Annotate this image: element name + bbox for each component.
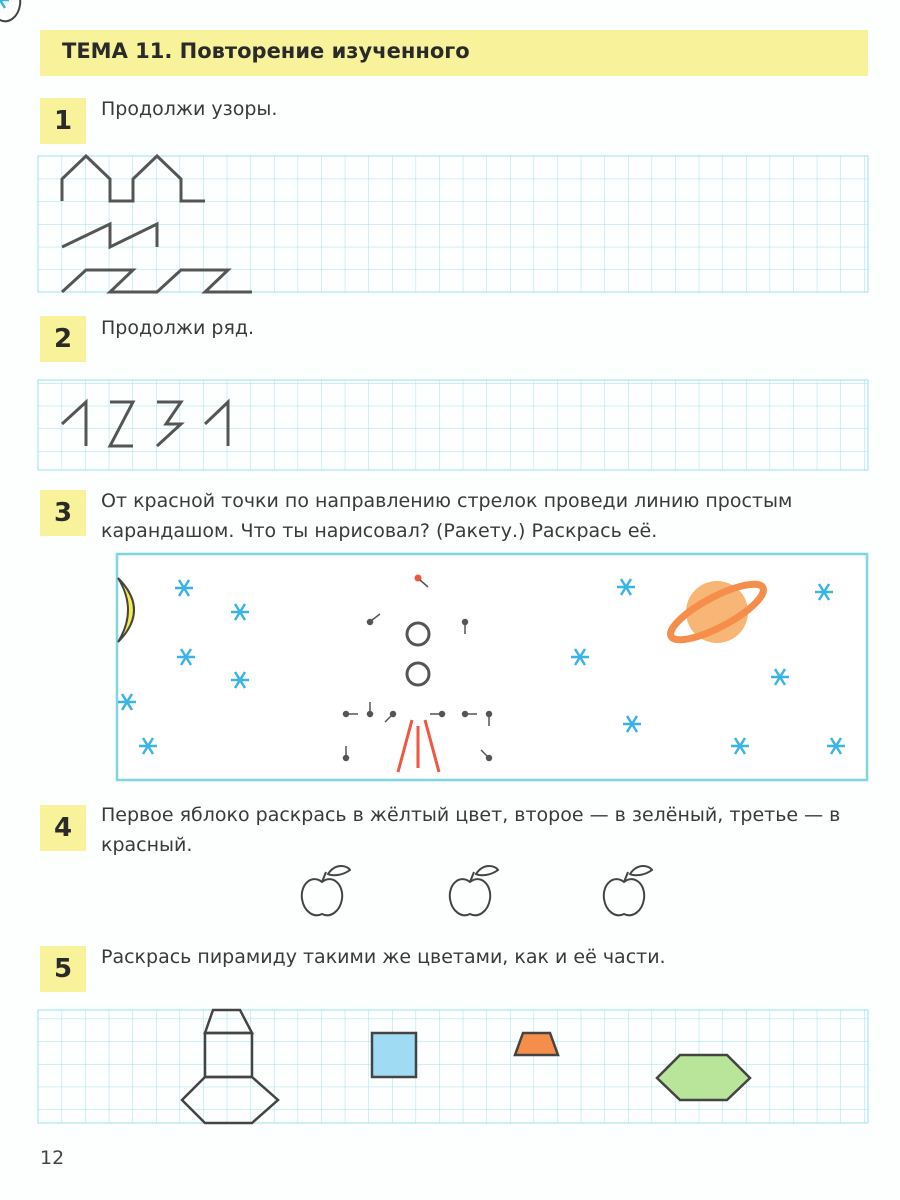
task-number-4: 4 bbox=[40, 805, 86, 851]
task-text-4: Первое яблоко раскрась в жёлтый цвет, второе — в зелёный, третье — в красный. bbox=[101, 804, 841, 856]
task-text-3: От красной точки по направлению стрелок проведи линию простым карандашом. Что ты нарисовал? (Ракету.) Раскрась её. bbox=[101, 490, 793, 542]
task-text-2: Продолжи ряд. bbox=[101, 317, 255, 339]
grid-task-5 bbox=[38, 1010, 868, 1123]
grid-task-2 bbox=[38, 380, 868, 470]
task-number-2: 2 bbox=[40, 316, 86, 362]
orange-trapezoid bbox=[515, 1033, 558, 1055]
topic-header bbox=[40, 30, 868, 76]
task-number-1: 1 bbox=[40, 98, 86, 144]
task-text-1: Продолжи узоры. bbox=[101, 98, 278, 120]
page-title: ТЕМА 11. Повторение изученного bbox=[62, 39, 470, 63]
grid-task-1 bbox=[38, 156, 868, 292]
task-text-5: Раскрась пирамиду такими же цветами, как и её части. bbox=[101, 946, 666, 968]
task-number-5: 5 bbox=[40, 946, 86, 992]
page-number: 12 bbox=[40, 1147, 65, 1169]
task-number-3: 3 bbox=[40, 490, 86, 536]
rocket-puzzle-frame bbox=[117, 554, 867, 780]
blue-square bbox=[372, 1033, 416, 1077]
